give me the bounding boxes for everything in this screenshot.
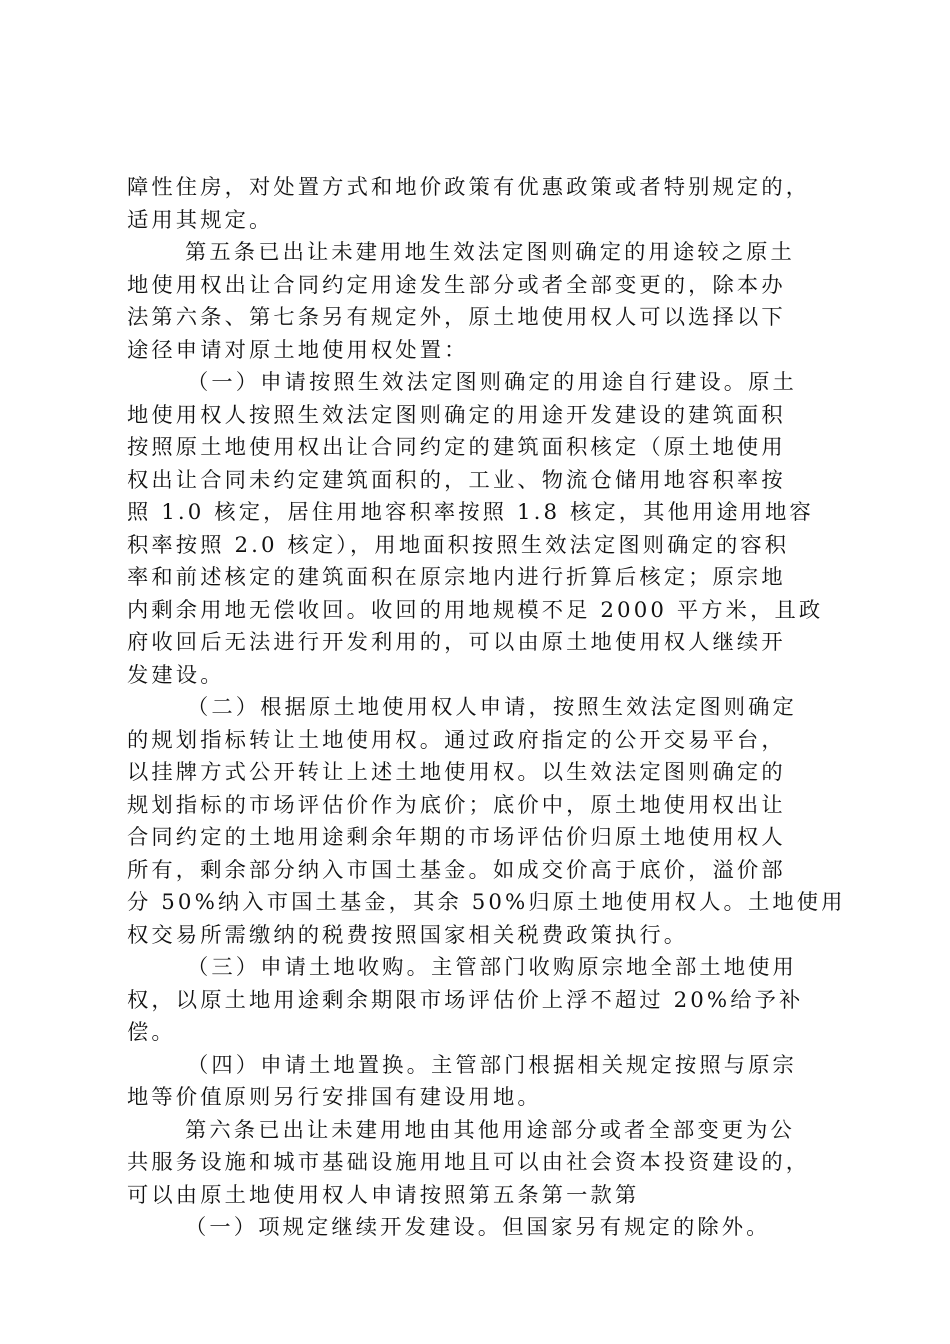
text-line: 地使用权出让合同约定用途发生部分或者全部变更的，除本办 (127, 272, 786, 298)
text-line: 共服务设施和城市基础设施用地且可以由社会资本投资建设的， (127, 1150, 811, 1175)
item-1-heading: （一）申请按照生效法定图则确定的用途自行建设。原土 (187, 370, 797, 395)
text-line: 率和前述核定的建筑面积在原宗地内进行折算后核定；原宗地 (127, 565, 786, 590)
article-6-heading: 第六条已出让未建用地由其他用途部分或者全部变更为公 (185, 1117, 795, 1143)
text-line: 权交易所需缴纳的税费按照国家相关税费政策执行。 (127, 922, 689, 948)
text-line: 障性住房，对处置方式和地价政策有优惠政策或者特别规定的， (127, 175, 811, 200)
text-line: 的规划指标转让土地使用权。通过政府指定的公开交易平台， (127, 727, 786, 753)
text-line: 府收回后无法进行开发利用的，可以由原土地使用权人继续开 (127, 630, 786, 655)
text-line: 发建设。 (127, 662, 225, 688)
item-2-heading: （二）根据原土地使用权人申请，按照生效法定图则确定 (187, 695, 797, 720)
text-line: 照 1.0 核定，居住用地容积率按照 1.8 核定，其他用途用地容 (127, 500, 814, 525)
text-line: 途径申请对原土地使用权处置： (127, 337, 469, 363)
text-line: 权，以原土地用途剩余期限市场评估价上浮不超过 20%给予补 (127, 987, 804, 1013)
text-line: 积率按照 2.0 核定），用地面积按照生效法定图则确定的容积 (127, 532, 790, 558)
text-line: 偿。 (127, 1020, 176, 1045)
document-body (127, 172, 846, 1245)
text-line: 地等价值原则另行安排国有建设用地。 (127, 1085, 542, 1110)
text-line: 按照原土地使用权出让合同约定的建筑面积核定（原土地使用 (127, 435, 786, 460)
text-line: 合同约定的土地用途剩余年期的市场评估价归原土地使用权人 (127, 825, 786, 850)
text-line: 可以由原土地使用权人申请按照第五条第一款第 (127, 1182, 640, 1208)
item-3-heading: （三）申请土地收购。主管部门收购原宗地全部土地使用 (187, 955, 797, 980)
text-line: 适用其规定。 (127, 207, 274, 233)
text-line: 分 50%纳入市国土基金，其余 50%归原土地使用权人。土地使用 (127, 890, 846, 915)
text-line: 规划指标的市场评估价作为底价；底价中，原土地使用权出让 (127, 792, 786, 818)
text-line: （一）项规定继续开发建设。但国家另有规定的除外。 (185, 1215, 771, 1240)
text-line: 内剩余用地无偿收回。收回的用地规模不足 2000 平方米，且政 (127, 597, 824, 623)
article-5-heading: 第五条已出让未建用地生效法定图则确定的用途较之原土 (185, 240, 795, 265)
text-line: 以挂牌方式公开转让上述土地使用权。以生效法定图则确定的 (127, 760, 786, 785)
text-line: 权出让合同未约定建筑面积的，工业、物流仓储用地容积率按 (127, 467, 786, 493)
text-line: 法第六条、第七条另有规定外，原土地使用权人可以选择以下 (127, 305, 786, 330)
item-4-heading: （四）申请土地置换。主管部门根据相关规定按照与原宗 (187, 1052, 797, 1078)
text-line: 地使用权人按照生效法定图则确定的用途开发建设的建筑面积 (127, 402, 786, 428)
text-line: 所有，剩余部分纳入市国土基金。如成交价高于底价，溢价部 (127, 857, 786, 883)
